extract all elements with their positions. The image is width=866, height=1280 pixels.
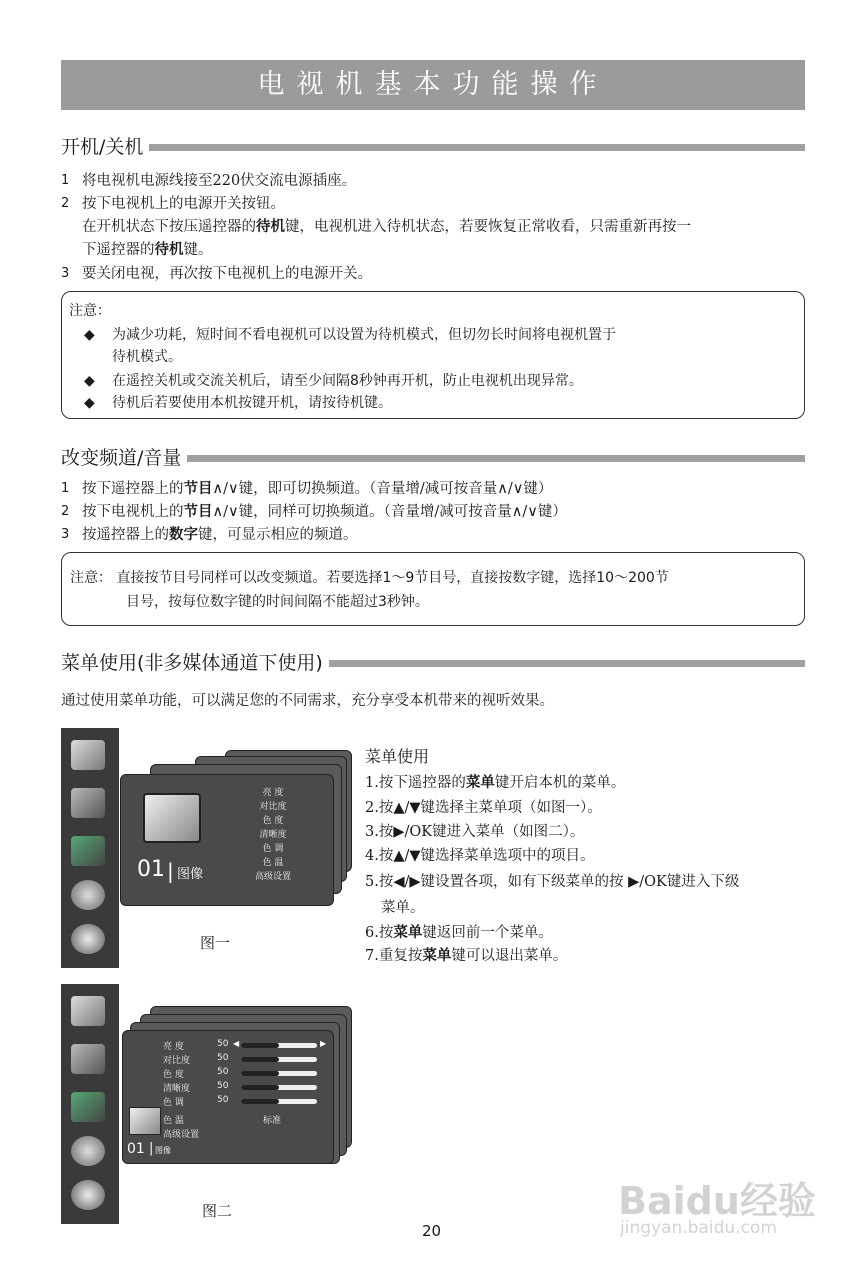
note-text: 目号，按每位数字键的时间间隔不能超过3秒钟。 (126, 594, 429, 610)
slider-track[interactable] (241, 1085, 317, 1090)
step-text: 按遥控器上的数字键，可显示相应的频道。 (82, 526, 358, 543)
menu-step: 2.按▲/▼键选择主菜单项（如图一）。 (365, 800, 602, 816)
figure-caption: 图一 (200, 934, 231, 952)
step-text: 要关闭电视，再次按下电视机上的电源开关。 (82, 266, 372, 282)
speaker-icon (71, 1044, 105, 1074)
note-text: 为减少功耗，短时间不看电视机可以设置为待机模式，但切勿长时间将电视机置于 (112, 327, 616, 343)
picture-icon (71, 740, 105, 770)
menu-step: 3.按▶/OK键进入菜单（如图二）。 (365, 824, 585, 840)
menu-item[interactable]: 清晰度 (259, 830, 287, 840)
tv-icon (129, 1107, 161, 1135)
menu-panel: 亮 度 50 ◀ ▶ 对比度 50 色 度 50 清晰度 50 色 调 50 色 温 标准 高级设置 01 | 图像 (122, 1030, 334, 1164)
bullet-icon: ◆ (84, 373, 95, 389)
picture-icon (71, 996, 105, 1026)
section-title: 菜单使用(非多媒体通道下使用) (61, 650, 329, 676)
menu-item[interactable]: 对比度 (259, 802, 287, 812)
section-header-channel (61, 445, 805, 471)
setting-label[interactable]: 色 温 (163, 1116, 184, 1126)
menu-step: 4.按▲/▼键选择菜单选项中的项目。 (365, 848, 595, 864)
channel-icon (71, 1092, 105, 1122)
section-header-power (61, 134, 805, 160)
slider-track[interactable] (241, 1057, 317, 1062)
setting-value: 50 (217, 1081, 229, 1091)
note-text: 待机后若要使用本机按键开机，请按待机键。 (112, 395, 392, 411)
menu-item[interactable]: 色 温 (262, 858, 284, 868)
slider-fill (241, 1057, 279, 1062)
slider-fill (241, 1099, 279, 1104)
step-text: 按下遥控器上的节目∧/∨键，即可切换频道。（音量增/减可按音量∧/∨键） (82, 480, 553, 497)
slider-track[interactable] (241, 1043, 317, 1048)
intro-text: 通过使用菜单功能，可以满足您的不同需求，充分享受本机带来的视听效果。 (61, 693, 554, 709)
tv-icon (143, 793, 201, 843)
watermark-brand: Baidu经验 (618, 1179, 816, 1223)
setting-row[interactable] (123, 1067, 333, 1081)
section-title: 开机/关机 (61, 134, 149, 160)
menu-step: 菜单。 (381, 900, 425, 916)
setting-value: 50 (217, 1095, 229, 1105)
menu-step: 5.按◀/▶键设置各项，如有下级菜单的按 ▶/OK键进入下级 (365, 874, 740, 890)
menu-sidebar (61, 728, 119, 968)
menu-step: 1.按下遥控器的菜单键开启本机的菜单。 (365, 774, 626, 791)
note-label: 注意： (69, 303, 111, 319)
speaker-icon (71, 788, 105, 818)
step-number: 1 (61, 173, 70, 188)
step-number: 3 (61, 527, 70, 542)
setting-label: 色 度 (163, 1070, 184, 1080)
note-text: 注意： 直接按节目号同样可以改变频道。若要选择1～9节目号，直接按数字键，选择10～200节 (70, 570, 669, 586)
menu-panel: 01 | 图像 亮 度 对比度 色 度 清晰度 色 调 色 温 高级设置 (120, 774, 334, 906)
subsection-title: 菜单使用 (365, 747, 430, 766)
menu-item[interactable]: 亮 度 (262, 788, 284, 798)
slider-fill (241, 1071, 279, 1076)
channel-icon (71, 836, 105, 866)
setting-row[interactable] (123, 1081, 333, 1095)
setting-label[interactable]: 高级设置 (163, 1130, 200, 1140)
menu-step: 6.按菜单键返回前一个菜单。 (365, 924, 553, 941)
note-text: 在遥控关机或交流关机后，请至少间隔8秒钟再开机，防止电视机出现异常。 (112, 373, 583, 389)
menu-category: 图像 (177, 867, 204, 882)
slider-fill (241, 1085, 279, 1090)
bullet-icon: ◆ (84, 395, 95, 411)
section-title: 改变频道/音量 (61, 445, 187, 471)
page-number: 20 (422, 1222, 442, 1240)
section-rule (61, 144, 805, 151)
step-text: 将电视机电源线接至220伏交流电源插座。 (82, 173, 357, 189)
menu-item[interactable]: 高级设置 (254, 872, 291, 882)
figure-caption: 图二 (202, 1202, 233, 1220)
satellite-icon (71, 1180, 105, 1210)
menu-item[interactable]: 色 度 (262, 816, 284, 826)
setting-value: 标准 (263, 1116, 282, 1126)
setting-label: 色 调 (163, 1098, 184, 1108)
gear-icon (71, 880, 105, 910)
watermark-url: jingyan.baidu.com (620, 1218, 777, 1238)
channel-number: 01 (127, 1141, 145, 1157)
menu-sidebar (61, 984, 119, 1224)
page-banner-title: 电视机基本功能操作 (61, 60, 805, 110)
step-text: 在开机状态下按压遥控器的待机键，电视机进入待机状态，若要恢复正常收看，只需重新再按一 (82, 218, 691, 235)
setting-value: 50 (217, 1039, 229, 1049)
menu-step: 7.重复按菜单键可以退出菜单。 (365, 947, 568, 964)
step-number: 3 (61, 266, 70, 281)
step-text: 按下电视机上的电源开关按钮。 (82, 196, 285, 212)
bullet-icon: ◆ (84, 327, 95, 343)
step-text: 按下电视机上的节目∧/∨键，同样可切换频道。（音量增/减可按音量∧/∨键） (82, 503, 567, 520)
setting-row[interactable] (123, 1039, 333, 1053)
setting-label: 对比度 (163, 1056, 191, 1066)
note-text: 待机模式。 (112, 349, 182, 365)
section-header-menu (61, 650, 805, 676)
gear-icon (71, 1136, 105, 1166)
setting-label: 亮 度 (163, 1042, 184, 1052)
arrow-right-icon[interactable]: ▶ (320, 1039, 327, 1048)
step-number: 2 (61, 196, 70, 211)
slider-track[interactable] (241, 1099, 317, 1104)
channel-number: 01 (137, 857, 165, 882)
note-box-channel (61, 552, 805, 626)
watermark (618, 1160, 828, 1240)
step-text: 下遥控器的待机键。 (82, 241, 213, 258)
note-box-power (61, 291, 805, 419)
satellite-icon (71, 924, 105, 954)
step-number: 2 (61, 504, 70, 519)
menu-category: 图像 (155, 1146, 171, 1155)
setting-label: 清晰度 (163, 1084, 191, 1094)
slider-fill (241, 1043, 279, 1048)
slider-track[interactable] (241, 1071, 317, 1076)
setting-value: 50 (217, 1053, 229, 1063)
step-number: 1 (61, 481, 70, 496)
setting-value: 50 (217, 1067, 229, 1077)
setting-row[interactable] (123, 1053, 333, 1067)
arrow-left-icon[interactable]: ◀ (233, 1039, 240, 1048)
menu-item[interactable]: 色 调 (262, 844, 284, 854)
